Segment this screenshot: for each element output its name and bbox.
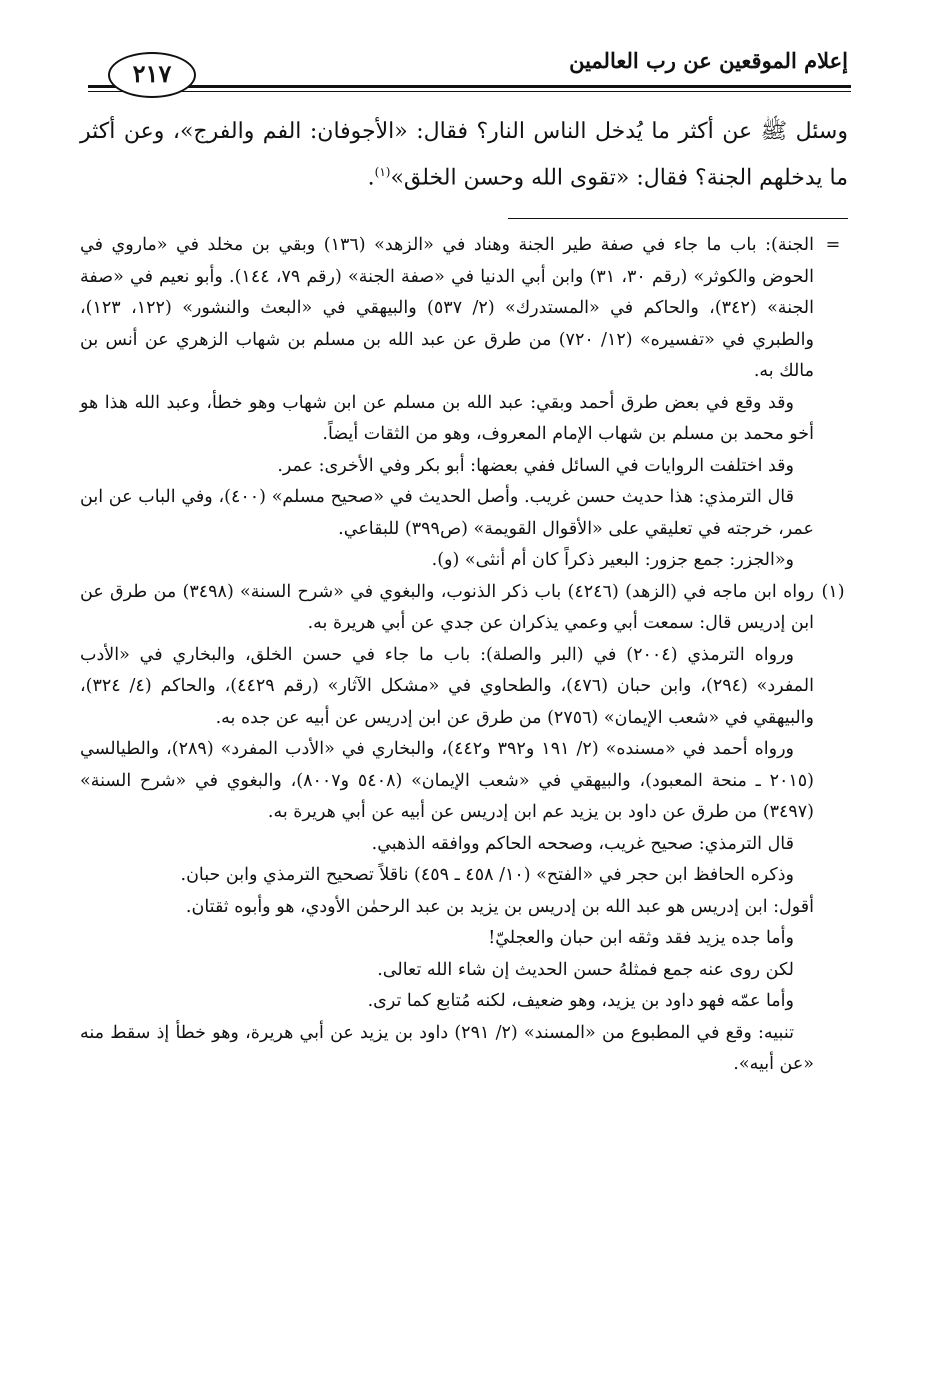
footnote-number: (١) — [821, 581, 845, 602]
footnote-paragraph: لكن روى عنه جمع فمثلهُ حسن الحديث إن شاء الله تعالى. — [377, 959, 794, 980]
main-text — [80, 112, 848, 198]
footnote-paragraph: ورواه أحمد في «مسنده» (٢/ ١٩١ و٣٩٢ و٤٤٢)، والبخاري في «الأدب المفرد» (٢٨٩)، والطيالسي (٢٠١٥ ـ منحة المعبود)، والبيهقي في «شعب الإيمان» (٥٤٠٨ و٨٠٠٧)، والبغوي في «شرح السنة» (٣٤٩٧) من طرق عن داود بن يزيد عم ابن إدريس عن أبيه عن أبي هريرة به. — [80, 739, 814, 822]
footnote-paragraph: وأما عمّه فهو داود بن يزيد، وهو ضعيف، لكنه مُتابع كما ترى. — [367, 991, 794, 1011]
footnote-paragraph: الجنة): باب ما جاء في صفة طير الجنة وهناد في «الزهد» (١٣٦) وبقي بن مخلد في «ماروي في الحوض والكوثر» (رقم ٣٠، ٣١) وابن أبي الدنيا في «صفة الجنة» (رقم ٧٩، ١٤٤). وأبو نعيم في «صفة الجنة» (٣٤٢)، والحاكم في «المستدرك» (٢/ ٥٣٧) والبيهقي في «البعث والنشور» (١٢٢، ١٢٣)، والطبري في «تفسيره» (١٢/ ٧٢٠) من طرق عن عبد الله بن مسلم بن شهاب الزهري عن أنس بن مالك به. — [80, 235, 814, 381]
footnote-ref-mark: (١) — [374, 165, 391, 179]
header-rule-thin — [88, 91, 851, 92]
footnote-paragraph: أقول: ابن إدريس هو عبد الله بن إدريس بن يزيد بن عبد الرحمٰن الأودي، هو وأبوه ثقتان. — [185, 896, 814, 917]
footnote-paragraph: وأما جده يزيد فقد وثقه ابن حبان والعجليّ! — [488, 928, 794, 948]
footnote-separator — [508, 218, 848, 219]
footnote-paragraph: وقد وقع في بعض طرق أحمد وبقي: عبد الله بن مسلم عن ابن شهاب وهو خطأ، وعبد الله هذا هو أخو محمد بن مسلم بن شهاب الإمام المعروف، وهو من الثقات أيضاً. — [80, 392, 814, 444]
footnote-paragraph: قال الترمذي: هذا حديث حسن غريب. وأصل الحديث في «صحيح مسلم» (٤٠٠)، وفي الباب عن ابن عمر، خرجته في تعليقي على «الأقوال القويمة» (ص٣٩٩) للبقاعي. — [80, 487, 814, 539]
main-paragraph-end: . — [367, 165, 375, 191]
running-header-title: إعلام الموقعين عن رب العالمين — [569, 48, 848, 73]
footnote-continued — [80, 230, 848, 577]
footnotes — [80, 230, 848, 1081]
footnote-paragraph: و«الجزر: جمع جزور: البعير ذكراً كان أم أنثى» (و). — [431, 550, 794, 570]
footnote-paragraph: وقد اختلفت الروايات في السائل ففي بعضها: أبو بكر وفي الأخرى: عمر. — [277, 455, 794, 476]
footnote-paragraph: قال الترمذي: صحيح غريب، وصححه الحاكم ووافقه الذهبي. — [371, 833, 794, 854]
footnote-paragraph: رواه ابن ماجه في (الزهد) (٤٢٤٦) باب ذكر الذنوب، والبغوي في «شرح السنة» (٣٤٩٨) من طرق عن ابن إدريس قال: سمعت أبي وعمي يذكران عن جدي عن أبي هريرة به. — [80, 581, 814, 633]
footnote-1 — [80, 577, 848, 1081]
header-rule-thick — [88, 85, 851, 88]
page-number-badge: ٢١٧ — [108, 52, 196, 98]
continuation-marker: = — [825, 235, 841, 255]
footnote-paragraph: تنبيه: وقع في المطبوع من «المسند» (٢/ ٢٩١) داود بن يزيد عن أبي هريرة، وهو خطأ إذ سقط منه «عن أبيه». — [80, 1022, 814, 1074]
main-paragraph: وسئل ﷺ عن أكثر ما يُدخل الناس النار؟ فقال: «الأجوفان: الفم والفرج»، وعن أكثر ما يدخلهم الجنة؟ فقال: «تقوى الله وحسن الخلق» — [80, 119, 848, 191]
footnote-paragraph: وذكره الحافظ ابن حجر في «الفتح» (١٠/ ٤٥٨ ـ ٤٥٩) ناقلاً تصحيح الترمذي وابن حبان. — [180, 865, 794, 885]
footnote-paragraph: ورواه الترمذي (٢٠٠٤) في (البر والصلة): باب ما جاء في حسن الخلق، والبخاري في «الأدب المفرد» (٢٩٤)، وابن حبان (٤٧٦)، والطحاوي في «مشكل الآثار» (رقم ٤٤٢٩)، والحاكم (٤/ ٣٢٤)، والبيهقي في «شعب الإيمان» (٢٧٥٦) من طرق عن ابن إدريس عن أبيه عن جده به. — [80, 644, 814, 728]
